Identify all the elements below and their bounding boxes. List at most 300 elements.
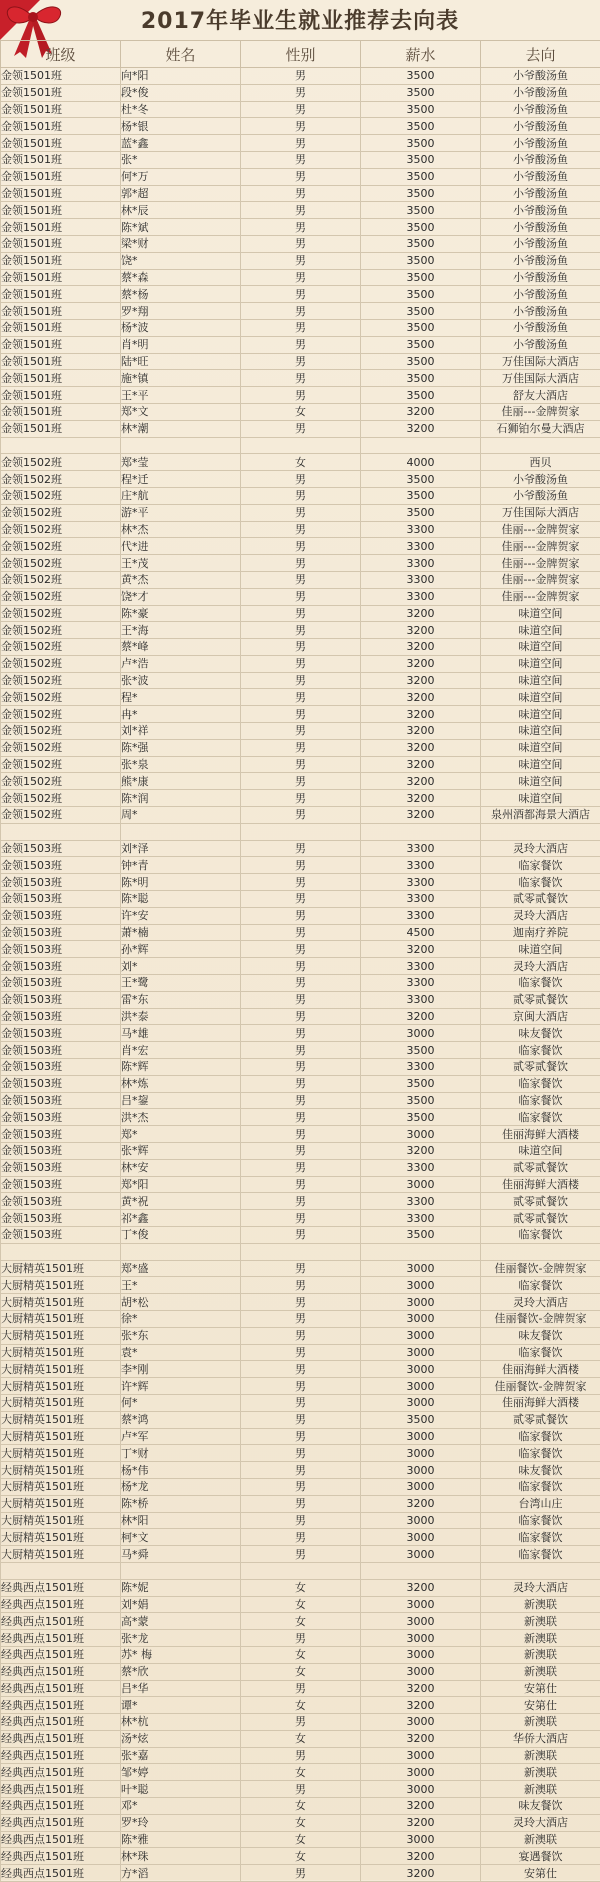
destination-cell: 味道空间: [481, 706, 600, 723]
destination-cell: 小爷酸汤鱼: [481, 151, 600, 168]
gender-cell: 男: [241, 723, 361, 740]
header-gender: 性别: [241, 41, 361, 68]
destination-cell: 小爷酸汤鱼: [481, 235, 600, 252]
destination-cell: 临家餐饮: [481, 857, 600, 874]
table-row: [1, 1226, 600, 1243]
gender-cell: 男: [241, 1226, 361, 1243]
name-cell: 郑*阳: [121, 1176, 241, 1193]
salary-cell: 3200: [361, 605, 481, 622]
class-cell: 金领1502班: [1, 538, 121, 555]
destination-cell: 味道空间: [481, 790, 600, 807]
salary-cell: 3300: [361, 1193, 481, 1210]
destination-cell: 佳丽---金牌贺家: [481, 403, 600, 420]
table-row: [1, 991, 600, 1008]
gender-cell: 男: [241, 420, 361, 437]
destination-cell: 佳丽---金牌贺家: [481, 588, 600, 605]
name-cell: 胡*松: [121, 1294, 241, 1311]
gender-cell: 男: [241, 975, 361, 992]
destination-cell: 灵玲大酒店: [481, 840, 600, 857]
gender-cell: 男: [241, 135, 361, 152]
salary-cell: 3000: [361, 1714, 481, 1731]
destination-cell: 小爷酸汤鱼: [481, 336, 600, 353]
destination-cell: 小爷酸汤鱼: [481, 303, 600, 320]
name-cell: 何*: [121, 1394, 241, 1411]
gender-cell: 男: [241, 639, 361, 656]
class-cell: 金领1503班: [1, 907, 121, 924]
class-cell: 金领1503班: [1, 1193, 121, 1210]
empty-cell: [1, 437, 121, 454]
table-row: [1, 151, 600, 168]
empty-cell: [241, 1243, 361, 1260]
destination-cell: 万佳国际大酒店: [481, 370, 600, 387]
class-cell: 大厨精英1501班: [1, 1327, 121, 1344]
salary-cell: 3500: [361, 286, 481, 303]
destination-cell: 临家餐饮: [481, 1042, 600, 1059]
destination-cell: 临家餐饮: [481, 1344, 600, 1361]
class-cell: 经典西点1501班: [1, 1646, 121, 1663]
name-cell: 黄*祝: [121, 1193, 241, 1210]
class-cell: 金领1501班: [1, 84, 121, 101]
class-cell: 金领1502班: [1, 706, 121, 723]
destination-cell: 安第仕: [481, 1680, 600, 1697]
name-cell: 高*蒙: [121, 1613, 241, 1630]
gender-cell: 男: [241, 235, 361, 252]
destination-cell: 小爷酸汤鱼: [481, 202, 600, 219]
destination-cell: 临家餐饮: [481, 1075, 600, 1092]
name-cell: 张*东: [121, 1327, 241, 1344]
salary-cell: 3500: [361, 319, 481, 336]
gender-cell: 男: [241, 1512, 361, 1529]
salary-cell: 3200: [361, 706, 481, 723]
class-cell: 金领1502班: [1, 655, 121, 672]
gender-cell: 男: [241, 605, 361, 622]
salary-cell: 3200: [361, 1848, 481, 1865]
table-row: [1, 958, 600, 975]
table-row: [1, 1630, 600, 1647]
table-row: [1, 353, 600, 370]
name-cell: 林*炼: [121, 1075, 241, 1092]
name-cell: 施*镇: [121, 370, 241, 387]
empty-cell: [241, 823, 361, 840]
destination-cell: 味道空间: [481, 941, 600, 958]
empty-cell: [361, 1243, 481, 1260]
destination-cell: 味友餐饮: [481, 1798, 600, 1815]
gender-cell: 女: [241, 1798, 361, 1815]
name-cell: 周*: [121, 807, 241, 824]
salary-cell: 4500: [361, 924, 481, 941]
gender-cell: 男: [241, 1714, 361, 1731]
empty-cell: [361, 823, 481, 840]
destination-cell: 佳丽---金牌贺家: [481, 538, 600, 555]
table-row: [1, 403, 600, 420]
class-cell: 经典西点1501班: [1, 1747, 121, 1764]
salary-cell: 3300: [361, 538, 481, 555]
table-row: [1, 1478, 600, 1495]
name-cell: 罗*翔: [121, 303, 241, 320]
class-cell: 金领1503班: [1, 975, 121, 992]
class-cell: 金领1503班: [1, 958, 121, 975]
destination-cell: 新澳联: [481, 1831, 600, 1848]
class-cell: 经典西点1501班: [1, 1697, 121, 1714]
destination-cell: 石狮铂尔曼大酒店: [481, 420, 600, 437]
salary-cell: 3300: [361, 958, 481, 975]
salary-cell: 3000: [361, 1478, 481, 1495]
class-cell: 金领1503班: [1, 874, 121, 891]
gender-cell: 男: [241, 219, 361, 236]
salary-cell: 3000: [361, 1327, 481, 1344]
destination-cell: 味友餐饮: [481, 1462, 600, 1479]
gender-cell: 男: [241, 487, 361, 504]
name-cell: 陈*明: [121, 874, 241, 891]
class-cell: 金领1502班: [1, 605, 121, 622]
name-cell: 陈*雅: [121, 1831, 241, 1848]
salary-cell: 3500: [361, 168, 481, 185]
salary-cell: 3500: [361, 1109, 481, 1126]
gender-cell: 女: [241, 1730, 361, 1747]
class-cell: 大厨精英1501班: [1, 1411, 121, 1428]
name-cell: 徐*: [121, 1310, 241, 1327]
salary-cell: 3200: [361, 672, 481, 689]
class-cell: 大厨精英1501班: [1, 1361, 121, 1378]
salary-cell: 3300: [361, 907, 481, 924]
table-row: [1, 1143, 600, 1160]
table-row: [1, 790, 600, 807]
destination-cell: 灵玲大酒店: [481, 1579, 600, 1596]
empty-cell: [241, 437, 361, 454]
table-row: [1, 874, 600, 891]
class-cell: 经典西点1501班: [1, 1613, 121, 1630]
gender-cell: 男: [241, 622, 361, 639]
gender-cell: 男: [241, 1126, 361, 1143]
name-cell: 张*嘉: [121, 1747, 241, 1764]
gender-cell: 男: [241, 840, 361, 857]
class-cell: 金领1502班: [1, 689, 121, 706]
destination-cell: 小爷酸汤鱼: [481, 84, 600, 101]
destination-cell: 佳丽餐饮-金牌贺家: [481, 1260, 600, 1277]
class-cell: 经典西点1501班: [1, 1814, 121, 1831]
gender-cell: 男: [241, 689, 361, 706]
table-row: [1, 1126, 600, 1143]
salary-cell: 3000: [361, 1394, 481, 1411]
salary-cell: 3300: [361, 1059, 481, 1076]
empty-cell: [1, 1243, 121, 1260]
table-row: [1, 1814, 600, 1831]
table-body: [1, 68, 600, 1882]
name-cell: 丁*财: [121, 1445, 241, 1462]
group-separator-row: [1, 1562, 600, 1579]
table-row: [1, 1008, 600, 1025]
table-row: [1, 1411, 600, 1428]
salary-cell: 3200: [361, 1798, 481, 1815]
gender-cell: 男: [241, 1025, 361, 1042]
name-cell: 蔡*鸿: [121, 1411, 241, 1428]
salary-cell: 3200: [361, 1697, 481, 1714]
name-cell: 钟*青: [121, 857, 241, 874]
class-cell: 经典西点1501班: [1, 1663, 121, 1680]
name-cell: 马*舜: [121, 1546, 241, 1563]
salary-cell: 3200: [361, 622, 481, 639]
gender-cell: 男: [241, 336, 361, 353]
class-cell: 大厨精英1501班: [1, 1394, 121, 1411]
salary-cell: 3000: [361, 1176, 481, 1193]
destination-cell: 味道空间: [481, 639, 600, 656]
gender-cell: 男: [241, 588, 361, 605]
table-row: [1, 1831, 600, 1848]
table-row: [1, 924, 600, 941]
salary-cell: 3500: [361, 1226, 481, 1243]
destination-cell: 佳丽---金牌贺家: [481, 521, 600, 538]
gender-cell: 男: [241, 1445, 361, 1462]
destination-cell: 新澳联: [481, 1613, 600, 1630]
gender-cell: 男: [241, 319, 361, 336]
gender-cell: 男: [241, 555, 361, 572]
salary-cell: 3200: [361, 1143, 481, 1160]
class-cell: 金领1502班: [1, 807, 121, 824]
name-cell: 林*珠: [121, 1848, 241, 1865]
gender-cell: 男: [241, 655, 361, 672]
salary-cell: 3000: [361, 1344, 481, 1361]
salary-cell: 3500: [361, 487, 481, 504]
salary-cell: 3000: [361, 1512, 481, 1529]
table-row: [1, 1193, 600, 1210]
salary-cell: 3000: [361, 1663, 481, 1680]
empty-cell: [481, 1243, 600, 1260]
name-cell: 黄*杰: [121, 571, 241, 588]
class-cell: 金领1501班: [1, 420, 121, 437]
empty-cell: [121, 1243, 241, 1260]
gender-cell: 男: [241, 1378, 361, 1395]
gender-cell: 男: [241, 756, 361, 773]
gender-cell: 男: [241, 387, 361, 404]
table-row: [1, 891, 600, 908]
salary-cell: 3000: [361, 1781, 481, 1798]
gender-cell: 男: [241, 68, 361, 85]
name-cell: 柯*文: [121, 1529, 241, 1546]
class-cell: 金领1503班: [1, 1226, 121, 1243]
gender-cell: 男: [241, 202, 361, 219]
destination-cell: 万佳国际大酒店: [481, 504, 600, 521]
gender-cell: 男: [241, 1143, 361, 1160]
class-cell: 大厨精英1501班: [1, 1277, 121, 1294]
table-row: [1, 420, 600, 437]
name-cell: 许*安: [121, 907, 241, 924]
table-row: [1, 185, 600, 202]
table-row: [1, 252, 600, 269]
table-row: [1, 1042, 600, 1059]
table-row: [1, 1159, 600, 1176]
table-row: [1, 1798, 600, 1815]
class-cell: 金领1503班: [1, 1008, 121, 1025]
name-cell: 许*辉: [121, 1378, 241, 1395]
destination-cell: 佳丽海鲜大酒楼: [481, 1361, 600, 1378]
salary-cell: 3200: [361, 1579, 481, 1596]
class-cell: 大厨精英1501班: [1, 1378, 121, 1395]
destination-cell: 味道空间: [481, 689, 600, 706]
destination-cell: 贰零贰餐饮: [481, 1411, 600, 1428]
destination-cell: 小爷酸汤鱼: [481, 135, 600, 152]
class-cell: 金领1501班: [1, 252, 121, 269]
table-row: [1, 1697, 600, 1714]
name-cell: 段*俊: [121, 84, 241, 101]
table-row: [1, 68, 600, 85]
salary-cell: 3500: [361, 235, 481, 252]
table-row: [1, 454, 600, 471]
class-cell: 大厨精英1501班: [1, 1310, 121, 1327]
gender-cell: 男: [241, 286, 361, 303]
table-row: [1, 1714, 600, 1731]
table-row: [1, 336, 600, 353]
gender-cell: 男: [241, 118, 361, 135]
class-cell: 金领1501班: [1, 135, 121, 152]
name-cell: 杨*银: [121, 118, 241, 135]
gender-cell: 女: [241, 1814, 361, 1831]
gender-cell: 女: [241, 1646, 361, 1663]
header-destination: 去向: [481, 41, 600, 68]
table-row: [1, 219, 600, 236]
gender-cell: 男: [241, 1478, 361, 1495]
salary-cell: 3300: [361, 1210, 481, 1227]
gender-cell: 男: [241, 1042, 361, 1059]
class-cell: 经典西点1501班: [1, 1630, 121, 1647]
destination-cell: 小爷酸汤鱼: [481, 168, 600, 185]
destination-cell: 宴遇餐饮: [481, 1848, 600, 1865]
table-row: [1, 1546, 600, 1563]
destination-cell: 临家餐饮: [481, 1277, 600, 1294]
header-name: 姓名: [121, 41, 241, 68]
name-cell: 程*: [121, 689, 241, 706]
class-cell: 金领1503班: [1, 1176, 121, 1193]
salary-cell: 3200: [361, 790, 481, 807]
destination-cell: 临家餐饮: [481, 1512, 600, 1529]
gender-cell: 男: [241, 1529, 361, 1546]
destination-cell: 味道空间: [481, 655, 600, 672]
class-cell: 金领1502班: [1, 773, 121, 790]
table-row: [1, 672, 600, 689]
table-row: [1, 1445, 600, 1462]
salary-cell: 3500: [361, 387, 481, 404]
name-cell: 陈*豪: [121, 605, 241, 622]
gender-cell: 男: [241, 1294, 361, 1311]
class-cell: 金领1502班: [1, 521, 121, 538]
class-cell: 金领1503班: [1, 1159, 121, 1176]
class-cell: 金领1501班: [1, 303, 121, 320]
class-cell: 金领1503班: [1, 941, 121, 958]
name-cell: 袁*: [121, 1344, 241, 1361]
salary-cell: 3500: [361, 1075, 481, 1092]
name-cell: 林*辰: [121, 202, 241, 219]
gender-cell: 男: [241, 941, 361, 958]
destination-cell: 佳丽海鲜大酒楼: [481, 1126, 600, 1143]
empty-cell: [481, 1562, 600, 1579]
destination-cell: 贰零贰餐饮: [481, 1210, 600, 1227]
name-cell: 孙*辉: [121, 941, 241, 958]
class-cell: 大厨精英1501班: [1, 1495, 121, 1512]
salary-cell: 3300: [361, 874, 481, 891]
class-cell: 金领1503班: [1, 1109, 121, 1126]
table-row: [1, 487, 600, 504]
salary-cell: 3200: [361, 773, 481, 790]
salary-cell: 3300: [361, 891, 481, 908]
destination-cell: 临家餐饮: [481, 1428, 600, 1445]
table-row: [1, 1764, 600, 1781]
class-cell: 金领1501班: [1, 185, 121, 202]
name-cell: 刘*泽: [121, 840, 241, 857]
class-cell: 金领1503班: [1, 891, 121, 908]
salary-cell: 3000: [361, 1747, 481, 1764]
gender-cell: 男: [241, 773, 361, 790]
table-row: [1, 135, 600, 152]
table-row: [1, 1310, 600, 1327]
class-cell: 大厨精英1501班: [1, 1344, 121, 1361]
name-cell: 杨*伟: [121, 1462, 241, 1479]
table-row: [1, 1025, 600, 1042]
destination-cell: 佳丽海鲜大酒楼: [481, 1394, 600, 1411]
destination-cell: 佳丽海鲜大酒楼: [481, 1176, 600, 1193]
gender-cell: 女: [241, 1848, 361, 1865]
destination-cell: 京闽大酒店: [481, 1008, 600, 1025]
name-cell: 陈*强: [121, 739, 241, 756]
salary-cell: 3500: [361, 1411, 481, 1428]
empty-cell: [361, 1562, 481, 1579]
table-row: [1, 975, 600, 992]
name-cell: 萧*楠: [121, 924, 241, 941]
table-row: [1, 1512, 600, 1529]
table-row: [1, 1361, 600, 1378]
salary-cell: 3200: [361, 807, 481, 824]
table-row: [1, 1428, 600, 1445]
name-cell: 饶*才: [121, 588, 241, 605]
name-cell: 张*波: [121, 672, 241, 689]
class-cell: 金领1501班: [1, 235, 121, 252]
class-cell: 大厨精英1501班: [1, 1260, 121, 1277]
destination-cell: 临家餐饮: [481, 1478, 600, 1495]
gender-cell: 男: [241, 1260, 361, 1277]
class-cell: 金领1501班: [1, 219, 121, 236]
destination-cell: 灵玲大酒店: [481, 1814, 600, 1831]
destination-cell: 临家餐饮: [481, 1226, 600, 1243]
gender-cell: 男: [241, 168, 361, 185]
table-row: [1, 723, 600, 740]
destination-cell: 泉州酒都海景大酒店: [481, 807, 600, 824]
class-cell: 经典西点1501班: [1, 1781, 121, 1798]
gender-cell: 男: [241, 1428, 361, 1445]
destination-cell: 贰零贰餐饮: [481, 891, 600, 908]
table-row: [1, 1176, 600, 1193]
salary-cell: 3000: [361, 1462, 481, 1479]
header-salary: 薪水: [361, 41, 481, 68]
name-cell: 卢*浩: [121, 655, 241, 672]
table-row: [1, 1059, 600, 1076]
table-row: [1, 907, 600, 924]
destination-cell: 贰零贰餐饮: [481, 991, 600, 1008]
salary-cell: 3200: [361, 1865, 481, 1882]
salary-cell: 3200: [361, 1730, 481, 1747]
salary-cell: 3200: [361, 756, 481, 773]
class-cell: 金领1501班: [1, 286, 121, 303]
name-cell: 蔡*森: [121, 269, 241, 286]
salary-cell: 3200: [361, 941, 481, 958]
name-cell: 吕*鋆: [121, 1092, 241, 1109]
destination-cell: 小爷酸汤鱼: [481, 185, 600, 202]
class-cell: 金领1503班: [1, 1059, 121, 1076]
name-cell: 游*平: [121, 504, 241, 521]
salary-cell: 3200: [361, 639, 481, 656]
table-row: [1, 504, 600, 521]
header-class: 班级: [1, 41, 121, 68]
destination-cell: 贰零贰餐饮: [481, 1159, 600, 1176]
gender-cell: 女: [241, 1831, 361, 1848]
salary-cell: 3000: [361, 1546, 481, 1563]
